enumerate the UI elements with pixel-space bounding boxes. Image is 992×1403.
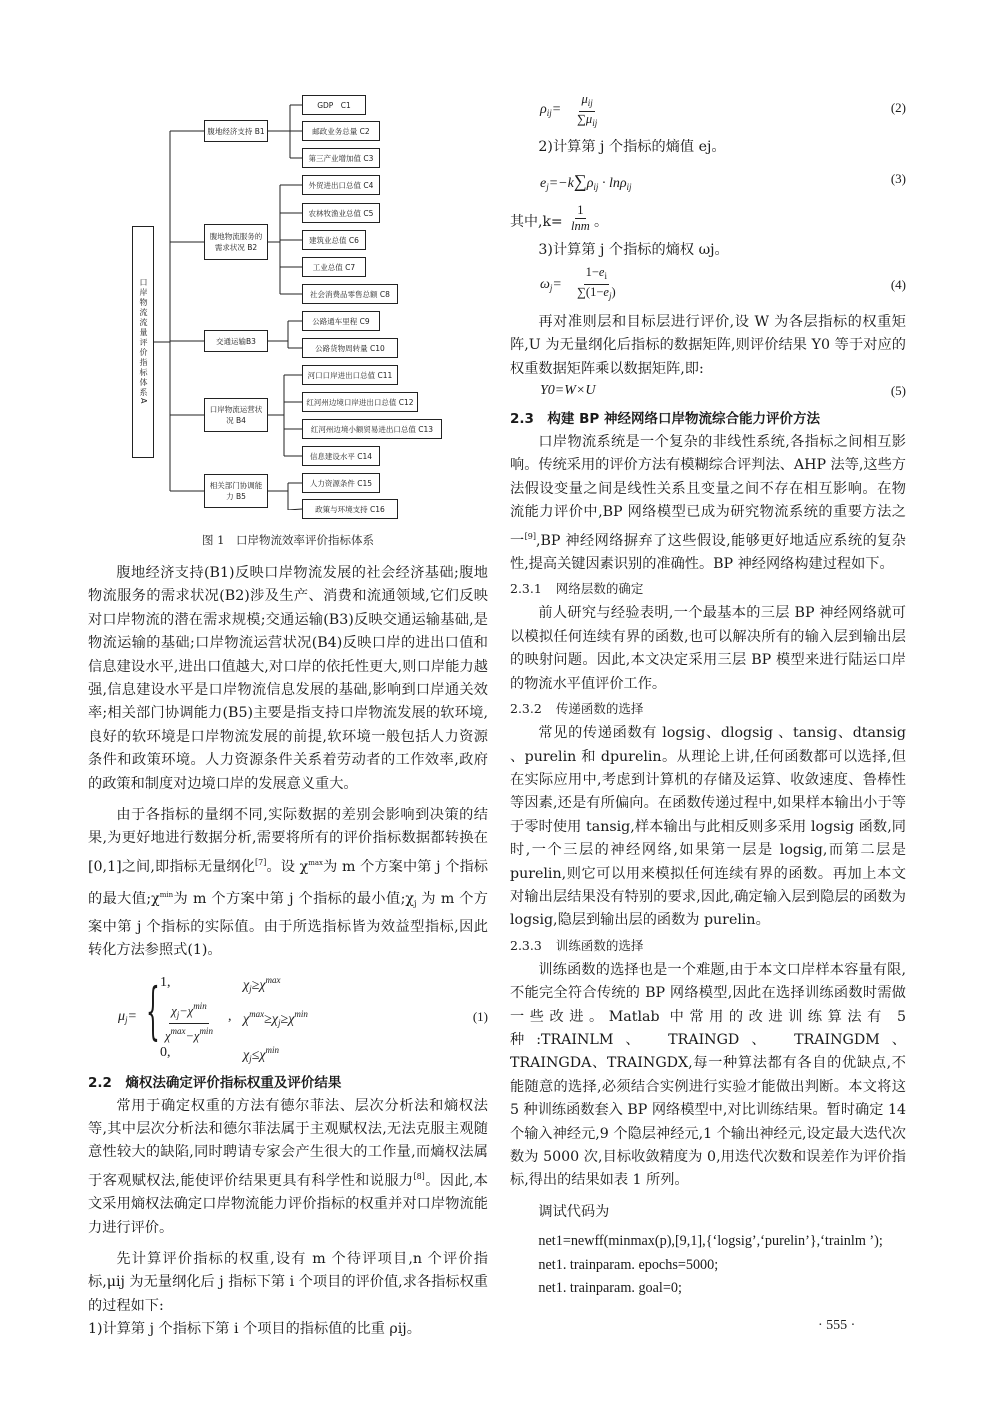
step-2-text: 2)计算第 j 个指标的熵值 ej。 xyxy=(538,139,726,155)
paragraph-weight-process: 先计算评价指标的权重,设有 m 个待评项目,n 个评价指标,μij 为无量纲化后 j 指标下第 i 个项目的评价值,求各指标权重的过程如下: xyxy=(88,1250,488,1314)
bp-intro-text-b: ,BP 神经网络摒弃了这些假设,能够更好地适应系统的复杂性,提高关键因素识别的准确性。BP 神经网络构建过程如下。 xyxy=(510,532,906,573)
equation-1: $\mu_j=$ { 1, $\chi_j\ge\chi^{max}$ $\chi_j-\chi^{min}$ $\chi^{max}-\chi^{min}$ , $\chi^{max}\ge\chi_j\ge\chi^{min}$ 0, $\chi_j\le\chi^{min}$ (1) xyxy=(118,973,488,1064)
equation-5-number: (5) xyxy=(890,383,906,399)
section-2-3-heading: 2.3 构建 BP 神经网络口岸物流综合能力评价方法 xyxy=(510,411,820,428)
normalization-text-a: 由于各指标的量纲不同,实际数据的差别会影响到决策的结果,为更好地进行数据分析,需要将所有的评价指标数据都转换在[0,1]之间,即指标无量纲化 xyxy=(88,807,488,875)
node-c5: 农林牧渔业总值 C5 xyxy=(302,203,380,223)
node-c12: 红河州边境口岸进出口总值 C12 xyxy=(302,392,418,412)
node-c11: 河口口岸进出口总值 C11 xyxy=(302,365,398,385)
node-c2: 邮政业务总量 C2 xyxy=(302,121,380,141)
equation-3: $e_j=-k\sum\rho_{ij} \cdot \ln\rho_{ij}$ (3) xyxy=(540,171,906,193)
k-definition-label: 其中,k= xyxy=(510,214,563,231)
citation-9[interactable]: [9] xyxy=(524,531,536,541)
node-c6: 建筑业总值 C6 xyxy=(302,230,366,250)
figure-1-caption: 图 1 口岸物流效率评价指标体系 xyxy=(202,533,374,547)
section-2-3-2-number: 2.3.2 xyxy=(510,701,542,717)
section-2-2-heading: 2.2 熵权法确定评价指标权重及评价结果 xyxy=(88,1074,342,1091)
node-c13: 红河州边境小额贸易进出口总值 C13 xyxy=(302,419,442,439)
section-2-3-3-title: 训练函数的选择 xyxy=(555,937,644,953)
section-2-3-3-heading xyxy=(510,934,906,958)
bp-intro-text-a: 口岸物流系统是一个复杂的非线性系统,各指标之间相互影响。传统采用的评价方法有模糊综合评判法、AHP 法等,这些方法假设变量之间是线性关系且变量之间不存在相互影响。在物流能力评价中,BP 网络模型已成为研究物流系统的重要方法之一 xyxy=(510,434,906,549)
node-c15: 人力资源条件 C15 xyxy=(302,473,380,493)
paragraph-criteria-evaluation: 再对准则层和目标层进行评价,设 W 为各层指标的权重矩阵,U 为无量纲化后指标的数据矩阵,则评价结果 Y0 等于对应的权重数据矩阵乘以数据矩阵,即: xyxy=(510,313,906,377)
normalization-text-e: 为 m 个方案中第 j 个指标的实际值。由于所选指标皆为效益型指标,因此转化方法参照式(1)。 xyxy=(88,891,488,959)
page-number: · 555 · xyxy=(818,1318,856,1333)
root-node-A: 口岸物流流量评价指标体系A xyxy=(132,226,154,458)
normalization-text-b: 。设 χ xyxy=(266,858,309,875)
section-2-3-2-heading xyxy=(510,697,906,721)
code-line-2: net1. trainparam. epochs=5000; xyxy=(538,1256,719,1273)
node-b1: 腹地经济支持 B1 xyxy=(204,120,268,142)
code-line-1: net1=newff(minmax(p),[9,1],{‘logsig’,‘purelin’},‘trainlm ’); xyxy=(538,1233,883,1250)
node-c3: 第三产业增加值 C3 xyxy=(302,148,380,168)
figure-1-diagram xyxy=(88,90,488,514)
paragraph-training-functions: 训练函数的选择也是一个难题,由于本文口岸样本容量有限,不能完全符合传统的 BP 网络模型,因此在选择训练函数时需做一些改进。Matlab 中常用的改进训练算法有 5 种:TRAINLM、 TRAINGD、 TRAINGDM、 TRAINGDA、TRAINGDX,每一种算法都有各自的优缺点,不能随意的选择,必须结合实例进行实验才能做出判断。本文将这 5 种训练函数套入 BP 网络模型中,对比训练结果。暂时确定 14 个输入神经元,9 个隐层神经元,1 个输出神经元,设定最大迭代次数为 5000 次,目标收敛精度为 0,用迭代次数和误差作为评价指标,得出的结果如表 1 所列。 xyxy=(510,961,906,1189)
equation-4-number: (4) xyxy=(890,276,906,292)
node-c4: 外贸进出口总值 C4 xyxy=(302,175,380,195)
node-b2: 腹地物流服务的需求状况 B2 xyxy=(204,224,268,260)
left-column xyxy=(88,90,488,1342)
equation-2-number: (2) xyxy=(890,100,906,115)
paragraph-debug-code-intro: 调试代码为 xyxy=(538,1203,610,1220)
paragraph-layers: 前人研究与经验表明,一个最基本的三层 BP 神经网络就可以模拟任何连续有界的函数,也可以解决所有的输入层到输出层的映射问题。因此,本文决定采用三层 BP 模型来进行陆运口岸的物流水平值评价工作。 xyxy=(510,605,906,692)
step-1-text: 1)计算第 j 个指标下第 i 个项目的指标值的比重 ρij。 xyxy=(88,1321,421,1338)
node-c8: 社会消费品零售总额 C8 xyxy=(302,284,398,304)
node-c16: 政策与环境支持 C16 xyxy=(302,499,398,519)
paragraph-entropy-method xyxy=(88,1095,488,1240)
node-c14: 信息建设水平 C14 xyxy=(302,446,380,466)
entropy-text-a: 常用于确定权重的方法有德尔菲法、层次分析法和熵权法等,其中层次分析法和德尔菲法属于主观赋权法,无法克服主观随意性较大的缺陷,同时聘请专家会产生很大的工作量,而熵权法属于客观赋权法,能使评价结果更具有科学性和说服力 xyxy=(88,1097,488,1189)
normalization-text-c: 为 m 个方案中第 j 个指标的最大值;χ xyxy=(88,858,488,908)
node-b4: 口岸物流运营状况 B4 xyxy=(204,398,268,432)
section-2-3-1-title: 网络层数的确定 xyxy=(555,581,644,597)
paragraph-transfer-functions: 常见的传递函数有 logsig、dlogsig 、tansig、dtansig 、purelin 和 dpurelin。从理论上讲,任何函数都可以选择,但在实际应用中,考虑到计算机的存储及运算、收敛速度、鲁棒性等因素,还是有所偏向。在函数传递过程中,如果样本输出小于等于零时使用 tansig,样本输出与此相反则多采用 logsig 函数,同时,一个三层的神经网络,如果第一层是 logsig,而第二层是 purelin,则它可以用来模拟任何连续有界的函数。再加上本文对输出层结果没有特别的要求,因此,确定输入层到隐层的函数为 logsig,隐层到输出层的函数为 purelin。 xyxy=(510,725,906,929)
node-c1: GDP C1 xyxy=(302,95,366,115)
step-3-text: 3)计算第 j 个指标的熵权 ωj。 xyxy=(538,242,729,259)
section-2-3-1-number: 2.3.1 xyxy=(510,581,542,597)
equation-3-number: (3) xyxy=(890,171,906,187)
node-c10: 公路货物周转量 C10 xyxy=(302,338,398,358)
normalization-text-d: 为 m 个方案中第 j 个指标的最小值;χ xyxy=(173,891,414,908)
equation-4: $\omega_j=$ $\frac{1-e_i}{\sum(1-e_j)}$ (4) xyxy=(540,264,906,301)
citation-7[interactable]: [7] xyxy=(255,857,267,867)
equation-1-number: (1) xyxy=(472,1008,488,1024)
section-2-3-2-title: 传递函数的选择 xyxy=(555,701,644,717)
entropy-text-b: 。因此,本文采用熵权法确定口岸物流能力评价指标的权重并对口岸物流能力进行评价。 xyxy=(88,1172,488,1236)
paragraph-bp-intro xyxy=(510,431,906,576)
node-c9: 公路通车里程 C9 xyxy=(302,311,380,331)
k-definition: 其中,k= $\frac{1}{\ln m}$ 。 xyxy=(510,203,608,234)
code-line-3: net1. trainparam. goal=0; xyxy=(538,1280,682,1297)
node-c7: 工业总值 C7 xyxy=(302,257,366,277)
citation-8[interactable]: [8] xyxy=(413,1171,425,1181)
equation-5-body: Y0=W×U xyxy=(540,383,596,399)
equation-5 xyxy=(510,381,906,405)
section-2-3-3-number: 2.3.3 xyxy=(510,937,542,953)
paragraph-b-indicators: 腹地经济支持(B1)反映口岸物流发展的社会经济基础;腹地物流服务的需求状况(B2)涉及生产、消费和流通领域,它们反映对口岸物流的潜在需求规模;交通运输(B3)反映交通运输基础,是物流运输的基础;口岸物流运营状况(B4)反映口岸的进出口值和信息建设水平,进出口值越大,对口岸的依托性更大,则口岸能力越强,信息建设水平是口岸物流信息发展的基础,影响到口岸通关效率;相关部门协调能力(B5)主要是指支持口岸物流发展的软环境,良好的软环境是口岸物流发展的前提,软环境一般包括人力资源条件和政策环境。人力资源条件关系着劳动者的工作效率,政府的政策和制度对边境口岸的发展意义重大。 xyxy=(88,565,488,792)
section-2-3-1-heading xyxy=(510,577,906,601)
paragraph-normalization: 由于各指标的量纲不同,实际数据的差别会影响到决策的结果,为更好地进行数据分析,需要将所有的评价指标数据都转换在[0,1]之间,即指标无量纲化[7]。设 $\chi^{max}$为 m 个方案中第 j 个指标的最大值$;\chi^{min}$为 m 个方案中第 j 个指标的最小值$;\chi_j$ 为 m 个方案中第 j 个指标的实际值。由于所选指标皆为效益型指标,因此转化方法参照式(1)。 xyxy=(88,807,488,959)
equation-2: $\rho_{ij}=$ $\mu_{ij}$ $\sum\mu_{ij}$ (2) xyxy=(540,92,906,128)
right-column xyxy=(510,90,906,1300)
node-b3: 交通运输B3 xyxy=(204,330,268,352)
node-b5: 相关部门协调能力 B5 xyxy=(204,474,268,508)
